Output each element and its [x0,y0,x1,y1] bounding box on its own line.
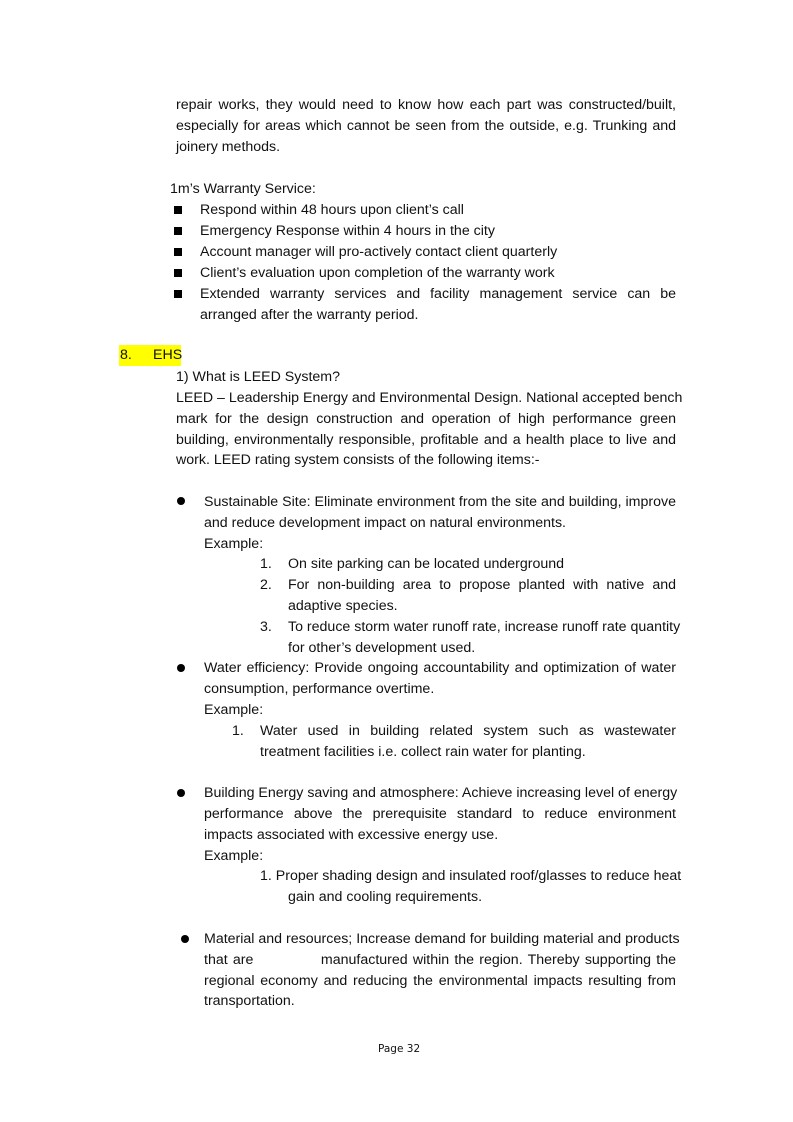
warranty-item-line: Extended warranty services and facility management service can be [200,286,676,302]
example-number: 2. [260,577,272,593]
example-line: To reduce storm water runoff rate, increase runoff rate quantity [288,619,681,635]
water-line: consumption, performance overtime. [204,680,435,697]
warranty-item: Respond within 48 hours upon client’s call [200,202,464,218]
example-text [288,575,676,617]
site-item [204,492,676,534]
intro-line: especially for areas which cannot be seen from the outside, e.g. Trunking and [176,117,676,134]
warranty-item-line: arranged after the warranty period. [200,306,419,323]
example-text [288,617,681,659]
example-text [260,721,676,763]
energy-item [204,783,676,845]
leed-line: work. LEED rating system consists of the following items:- [176,452,540,469]
intro-line: joinery methods. [176,138,281,155]
warranty-item: Client’s evaluation upon completion of the warranty work [200,265,555,281]
square-bullet-icon [174,227,182,235]
square-bullet-icon [174,206,182,214]
example-label: Example: [204,848,264,864]
example-line: for other’s development used. [288,639,476,656]
round-bullet-icon [177,789,185,797]
round-bullet-icon [177,497,185,505]
leed-line: mark for the design construction and operation of high performance green [176,410,676,427]
section-title: EHS [153,347,183,363]
example-text [260,866,682,908]
page-number: Page 32 [378,1043,421,1055]
warranty-heading: 1m’s Warranty Service: [170,181,316,197]
water-line: Water efficiency: Provide ongoing accountability and optimization of water [204,660,676,676]
leed-line: LEED – Leadership Energy and Environmental Design. National accepted bench [176,390,683,406]
leed-paragraph [176,388,683,471]
example-text: On site parking can be located underground [288,556,565,572]
square-bullet-icon [174,290,182,298]
example-line: adaptive species. [288,597,398,614]
leed-question: 1) What is LEED System? [176,369,340,385]
example-line: 1. Proper shading design and insulated roof/glasses to reduce heat [260,868,682,884]
example-line: Water used in building related system such as wastewater [260,723,676,739]
energy-line: impacts associated with excessive energy use. [204,826,499,843]
example-line: treatment facilities i.e. collect rain water for planting. [260,743,586,760]
material-line: that are manufactured within the region. Thereby supporting the [204,951,676,968]
warranty-item: Emergency Response within 4 hours in the city [200,223,495,239]
intro-paragraph [176,95,676,157]
example-line: For non-building area to propose planted with native and [288,577,676,593]
square-bullet-icon [174,248,182,256]
example-label: Example: [204,702,264,718]
example-number: 1. [260,556,272,572]
round-bullet-icon [177,664,185,672]
material-line: transportation. [204,993,295,1010]
section-heading [119,345,181,366]
example-number: 1. [232,723,244,739]
example-line: gain and cooling requirements. [288,888,483,905]
warranty-item: Account manager will pro-actively contact client quarterly [200,244,558,260]
round-bullet-icon [181,935,189,943]
section-number: 8. [120,347,132,363]
material-line: Material and resources; Increase demand for building material and products [204,931,680,947]
example-number: 3. [260,619,272,635]
warranty-item [200,284,676,326]
water-item [204,658,676,700]
intro-line: repair works, they would need to know how each part was constructed/built, [176,97,676,113]
material-item [204,929,680,1012]
site-line: Sustainable Site: Eliminate environment from the site and building, improve [204,494,676,510]
energy-line: performance above the prerequisite standard to reduce environment [204,805,676,822]
site-line: and reduce development impact on natural environments. [204,514,566,531]
example-label: Example: [204,536,264,552]
leed-line: building, environmentally responsible, profitable and a health place to live and [176,431,676,448]
square-bullet-icon [174,269,182,277]
material-line: regional economy and reducing the environmental impacts resulting from [204,972,676,989]
energy-line: Building Energy saving and atmosphere: Achieve increasing level of energy [204,785,678,801]
